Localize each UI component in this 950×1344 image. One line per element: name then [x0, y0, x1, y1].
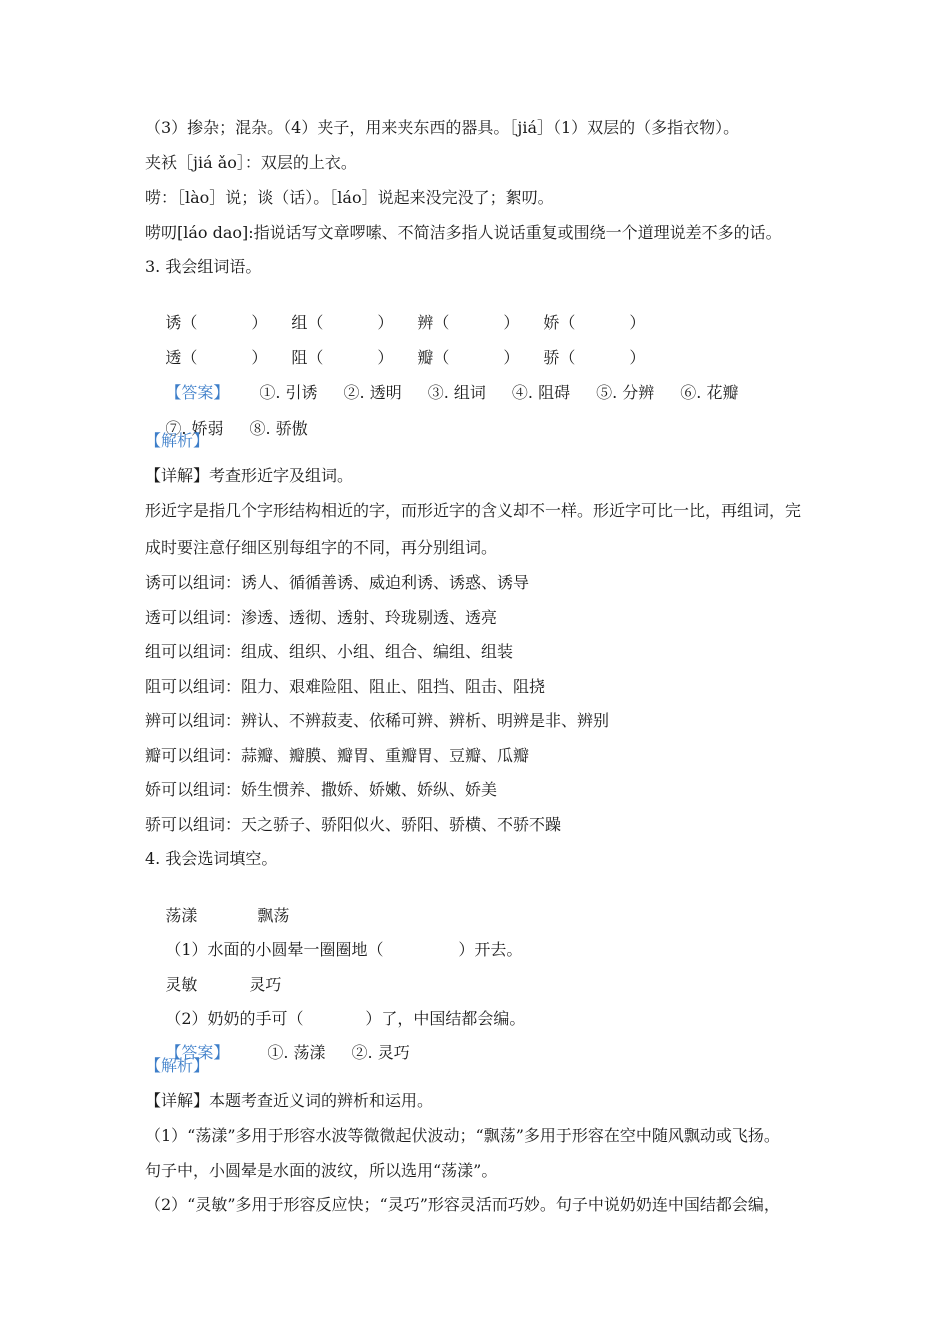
paragraph-line: （1）“荡漾”多用于形容水波等微微起伏波动；“飘荡”多用于形容在空中随风飘动或飞扬。: [145, 1126, 780, 1145]
word-list-line: 组可以组词：组成、组织、小组、组合、编组、组装: [145, 642, 514, 661]
answer-item: ①. 荡漾: [267, 1043, 326, 1062]
text-line: 夹袄［jiá ǎo］：双层的上衣。: [145, 153, 357, 172]
grid-cell: 透（: [165, 348, 198, 367]
answer-item: ⑦. 娇弱: [165, 419, 224, 438]
grid-cell: ）: [503, 348, 520, 367]
answer-item: ⑥. 花瓣: [680, 383, 739, 402]
word-option: 荡漾: [165, 906, 198, 925]
detail-heading: 【详解】本题考查近义词的辨析和运用。: [145, 1091, 434, 1110]
grid-cell: ）: [503, 313, 520, 332]
answer-item: ⑧. 骄傲: [249, 419, 308, 438]
word-list-line: 诱可以组词：诱人、循循善诱、威迫利诱、诱惑、诱导: [145, 573, 530, 592]
answer-line: [145, 396, 334, 462]
word-list-line: 骄可以组词：天之骄子、骄阳似火、骄阳、骄横、不骄不躁: [145, 815, 562, 834]
grid-cell: ）: [377, 313, 394, 332]
sentence-part: （1）水面的小圆晕一圈圈地（: [165, 940, 384, 959]
word-list-line: 阻可以组词：阻力、艰难险阻、阻止、阻挡、阻击、阻挠: [145, 677, 546, 696]
answer-item: ⑤. 分辨: [596, 383, 655, 402]
paragraph-line: 成时要注意仔细区别每组字的不同，再分别组词。: [145, 538, 498, 557]
paragraph-line: 句子中，小圆晕是水面的波纹，所以选用“荡漾”。: [145, 1161, 498, 1180]
grid-cell: ）: [629, 348, 646, 367]
text-line: 唠叨[láo dao]:指说话写文章啰嗦、不简洁多指人说话重复或围绕一个道理说差不多的话。: [145, 223, 782, 242]
question-heading: 3. 我会组词语。: [145, 257, 262, 276]
word-list-line: 瓣可以组词：蒜瓣、瓣膜、瓣胃、重瓣胃、豆瓣、瓜瓣: [145, 746, 530, 765]
paragraph-line: 形近字是指几个字形结构相近的字，而形近字的含义却不一样。形近字可比一比，再组词，完: [145, 501, 802, 520]
grid-cell: 辨（: [417, 313, 450, 332]
text-line: （3）掺杂；混杂。（4）夹子，用来夹东西的器具。［jiá］（1）双层的（多指衣物）。: [145, 118, 740, 137]
analysis-tag: 【解析】: [145, 1056, 210, 1075]
word-list-line: 娇可以组词：娇生惯养、撒娇、娇嫩、娇纵、娇美: [145, 780, 498, 799]
grid-cell: ）: [377, 348, 394, 367]
answer-item: ②. 透明: [343, 383, 402, 402]
paragraph-line: （2）“灵敏”多用于形容反应快；“灵巧”形容灵活而巧妙。句子中说奶奶连中国结都会编，: [145, 1195, 780, 1214]
sentence-part: ）了，中国结都会编。: [365, 1009, 526, 1028]
word-list-line: 辨可以组词：辨认、不辨菽麦、依稀可辨、辨析、明辨是非、辨别: [145, 711, 610, 730]
detail-heading: 【详解】考查形近字及组词。: [145, 466, 354, 485]
sentence-part: ）开去。: [458, 940, 523, 959]
sentence-part: （2）奶奶的手可（: [165, 1009, 304, 1028]
grid-cell: 诱（: [165, 313, 198, 332]
grid-cell: 娇（: [543, 313, 576, 332]
analysis-tag: 【解析】: [145, 431, 210, 450]
grid-cell: 阻（: [291, 348, 324, 367]
question-heading: 4. 我会选词填空。: [145, 849, 278, 868]
answer-item: ③. 组词: [427, 383, 486, 402]
text-line: 唠：［lào］说；谈（话）。［láo］说起来没完没了；絮叨。: [145, 188, 554, 207]
word-option: 灵敏: [165, 975, 198, 994]
grid-cell: ）: [251, 313, 268, 332]
grid-cell: ）: [629, 313, 646, 332]
answer-item: ②. 灵巧: [351, 1043, 410, 1062]
answer-item: ①. 引诱: [259, 383, 318, 402]
grid-cell: ）: [251, 348, 268, 367]
answer-item: ④. 阻碍: [511, 383, 571, 402]
word-list-line: 透可以组词：渗透、透彻、透射、玲珑剔透、透亮: [145, 608, 498, 627]
answer-tag: 【答案】: [165, 1043, 230, 1062]
answer-tag: 【答案】: [165, 383, 230, 402]
grid-cell: 骄（: [543, 348, 576, 367]
grid-cell: 瓣（: [417, 348, 450, 367]
word-option: 飘荡: [257, 906, 290, 925]
word-option: 灵巧: [249, 975, 282, 994]
grid-cell: 组（: [291, 313, 324, 332]
